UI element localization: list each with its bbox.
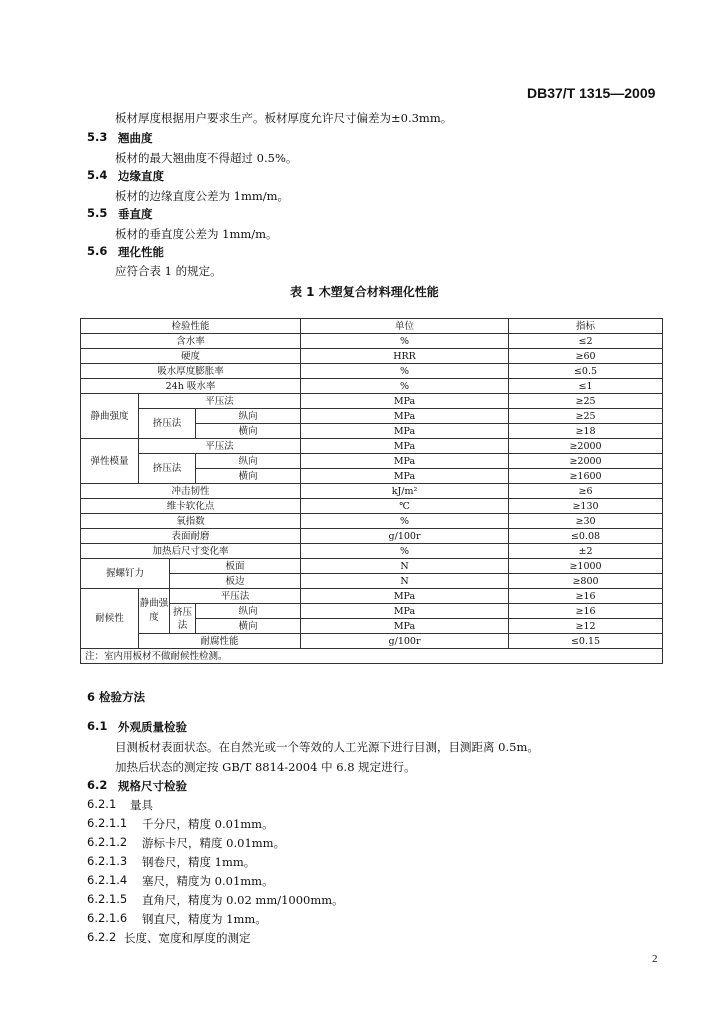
table-row: [81, 634, 663, 649]
page-number: 2: [652, 953, 658, 965]
cell-value: ≥18: [509, 424, 663, 439]
intro-line: 板材厚度根据用户要求生产。板材厚度允许尺寸偏差为±0.3mm。: [115, 111, 453, 125]
table-row: [81, 349, 663, 364]
cell-property: 硬度: [81, 349, 301, 364]
cell-property: 24h 吸水率: [81, 379, 301, 394]
table-row: [81, 544, 663, 559]
cell-method: 挤压法: [139, 454, 196, 484]
section-6-2-2-number: 6.2.2: [87, 930, 117, 944]
table-row: [81, 364, 663, 379]
cell-property: 冲击韧性: [81, 484, 301, 499]
cell-value: ≥2000: [509, 454, 663, 469]
tool-text: 钢卷尺，精度 1mm。: [142, 855, 256, 869]
tool-number: 6.2.1.4: [87, 873, 128, 887]
section-5-4-text: 板材的边缘直度公差为 1mm/m。: [115, 189, 290, 203]
header-property: 检验性能: [81, 319, 301, 334]
cell-value: ≥60: [509, 349, 663, 364]
tool-text: 钢直尺，精度为 1mm。: [142, 912, 267, 926]
section-5-6-text: 应符合表 1 的规定。: [115, 264, 222, 278]
cell-value: ≥130: [509, 499, 663, 514]
cell-unit: %: [301, 364, 509, 379]
section-6-2-title: 规格尺寸检验: [118, 779, 187, 793]
table-row: [81, 454, 663, 469]
table-row: [81, 514, 663, 529]
cell-method: 平压法: [139, 439, 301, 454]
cell-value: ≥2000: [509, 439, 663, 454]
table-note-row: [81, 649, 663, 664]
table-note: 注：室内用板材不做耐候性检测。: [81, 649, 663, 664]
cell-unit: %: [301, 514, 509, 529]
cell-value: ≤0.5: [509, 364, 663, 379]
cell-unit: %: [301, 544, 509, 559]
table-row: [81, 394, 663, 409]
cell-unit: %: [301, 379, 509, 394]
header-index: 指标: [509, 319, 663, 334]
tool-number: 6.2.1.5: [87, 892, 128, 906]
cell-group-screw-holding: 握螺钉力: [81, 559, 170, 589]
table-header-row: [81, 319, 663, 334]
tool-number: 6.2.1.3: [87, 854, 128, 868]
cell-group-weathering: 耐候性: [81, 589, 139, 649]
section-5-6-number: 5.6: [87, 244, 108, 258]
cell-property: 维卡软化点: [81, 499, 301, 514]
header-unit: 单位: [301, 319, 509, 334]
section-5-4-number: 5.4: [87, 168, 108, 182]
cell-value: ≥25: [509, 394, 663, 409]
standard-number: DB37/T 1315—2009: [527, 85, 656, 101]
cell-unit: MPa: [301, 454, 509, 469]
cell-value: ±2: [509, 544, 663, 559]
section-5-5-number: 5.5: [87, 206, 108, 220]
cell-property: 氧指数: [81, 514, 301, 529]
table-caption: 表 1 木塑复合材料理化性能: [290, 285, 439, 299]
table-row: [81, 334, 663, 349]
cell-unit: MPa: [301, 439, 509, 454]
cell-value: ≤0.08: [509, 529, 663, 544]
section-6-1-title: 外观质量检验: [118, 720, 187, 734]
cell-value: ≥1600: [509, 469, 663, 484]
cell-property: 含水率: [81, 334, 301, 349]
cell-property: 吸水厚度膨胀率: [81, 364, 301, 379]
cell-unit: MPa: [301, 394, 509, 409]
cell-method: 平压法: [170, 589, 301, 604]
table-row: [81, 589, 663, 604]
cell-method: 挤压法: [170, 604, 196, 634]
section-6-2-1-title: 量具: [130, 798, 153, 812]
section-5-4-title: 边缘直度: [118, 169, 164, 183]
cell-group-elastic-modulus: 弹性模量: [81, 439, 139, 484]
cell-unit: MPa: [301, 409, 509, 424]
table-row: [81, 439, 663, 454]
cell-unit: MPa: [301, 424, 509, 439]
section-5-3-number: 5.3: [87, 130, 108, 144]
section-6-2-number: 6.2: [87, 778, 108, 792]
cell-value: ≥12: [509, 619, 663, 634]
cell-value: ≤0.15: [509, 634, 663, 649]
section-5-3-text: 板材的最大翘曲度不得超过 0.5%。: [115, 151, 298, 165]
cell-unit: kJ/m²: [301, 484, 509, 499]
section-6-2-2-title: 长度、宽度和厚度的测定: [124, 931, 251, 945]
cell-direction: 横向: [196, 424, 301, 439]
tool-text: 游标卡尺，精度 0.01mm。: [142, 836, 286, 850]
cell-unit: MPa: [301, 469, 509, 484]
section-5-3-title: 翘曲度: [118, 131, 153, 145]
section-6-heading: 6 检验方法: [87, 690, 146, 704]
cell-group-bending-strength: 静曲强度: [81, 394, 139, 439]
tool-number: 6.2.1.2: [87, 835, 128, 849]
cell-value: ≥1000: [509, 559, 663, 574]
cell-unit: MPa: [301, 589, 509, 604]
cell-unit: %: [301, 334, 509, 349]
cell-unit: HRR: [301, 349, 509, 364]
section-6-1-line1: 目测板材表面状态。在自然光或一个等效的人工光源下进行目测，目测距离 0.5m。: [115, 740, 539, 754]
table-row: [81, 559, 663, 574]
cell-value: ≤2: [509, 334, 663, 349]
tool-text: 塞尺，精度为 0.01mm。: [142, 874, 274, 888]
tool-number: 6.2.1.1: [87, 816, 128, 830]
table-row: [81, 484, 663, 499]
cell-unit: N: [301, 574, 509, 589]
section-5-6-title: 理化性能: [118, 245, 164, 259]
section-5-5-title: 垂直度: [118, 207, 153, 221]
table-row: [81, 499, 663, 514]
cell-property: 加热后尺寸变化率: [81, 544, 301, 559]
cell-unit: MPa: [301, 604, 509, 619]
cell-value: ≥16: [509, 589, 663, 604]
cell-value: ≤1: [509, 379, 663, 394]
cell-direction: 横向: [196, 469, 301, 484]
cell-unit: N: [301, 559, 509, 574]
table-row: [81, 529, 663, 544]
section-6-1-number: 6.1: [87, 719, 108, 733]
tool-text: 千分尺，精度 0.01mm。: [142, 817, 274, 831]
cell-property: 表面耐磨: [81, 529, 301, 544]
table-row: [81, 409, 663, 424]
section-5-5-text: 板材的垂直度公差为 1mm/m。: [115, 227, 278, 241]
cell-direction: 纵向: [196, 604, 301, 619]
tool-number: 6.2.1.6: [87, 911, 128, 925]
cell-direction: 纵向: [196, 409, 301, 424]
cell-position: 板面: [170, 559, 301, 574]
cell-value: ≥16: [509, 604, 663, 619]
cell-direction: 横向: [196, 619, 301, 634]
cell-property: 耐腐性能: [139, 634, 301, 649]
tool-text: 直角尺，精度为 0.02 mm/1000mm。: [142, 893, 344, 907]
cell-unit: MPa: [301, 619, 509, 634]
cell-value: ≥800: [509, 574, 663, 589]
section-6-1-line2: 加热后状态的测定按 GB/T 8814-2004 中 6.8 规定进行。: [115, 760, 416, 774]
cell-method: 平压法: [139, 394, 301, 409]
cell-direction: 纵向: [196, 454, 301, 469]
table-row: [81, 379, 663, 394]
properties-table: [80, 318, 663, 664]
cell-method: 挤压法: [139, 409, 196, 439]
section-6-2-1-number: 6.2.1: [87, 797, 117, 811]
cell-value: ≥6: [509, 484, 663, 499]
cell-unit: g/100r: [301, 529, 509, 544]
cell-value: ≥25: [509, 409, 663, 424]
cell-unit: ℃: [301, 499, 509, 514]
cell-subgroup-static-bending: 静曲强度: [139, 589, 170, 634]
cell-position: 板边: [170, 574, 301, 589]
cell-unit: g/100r: [301, 634, 509, 649]
cell-value: ≥30: [509, 514, 663, 529]
